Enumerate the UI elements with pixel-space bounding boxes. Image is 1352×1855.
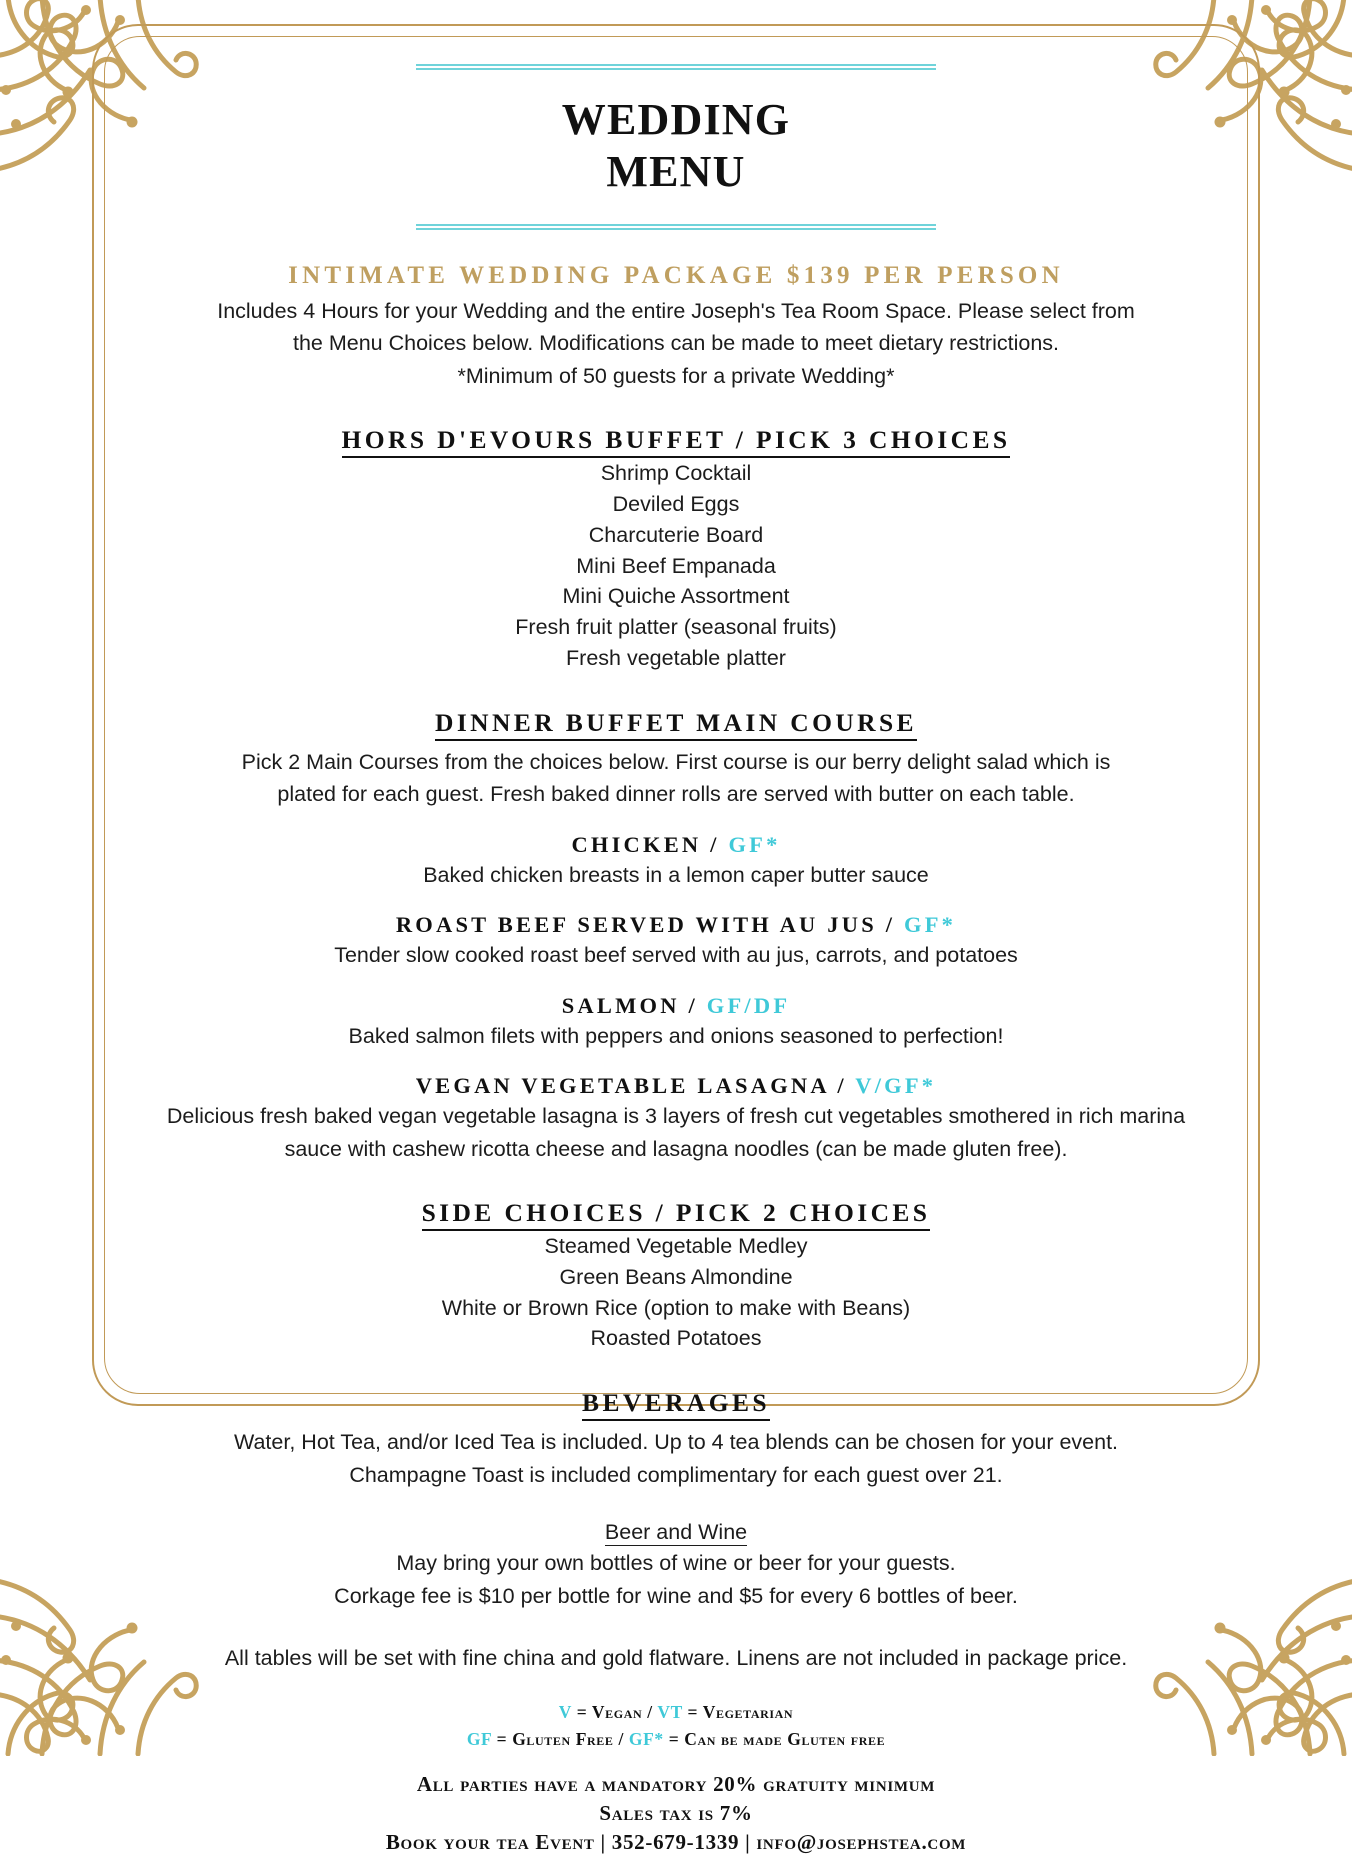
section-heading-beverages: BEVERAGES — [582, 1388, 770, 1421]
dish-heading-roast-beef — [130, 912, 1222, 938]
legend-line-gluten — [130, 1729, 1222, 1750]
package-intro-line1: Includes 4 Hours for your Wedding and the entire Joseph's Tea Room Space. Please select from — [217, 298, 1135, 323]
page-title — [130, 94, 1222, 198]
menu-page — [130, 52, 1222, 1855]
dietary-tag: GF* — [904, 912, 957, 938]
list-item: Steamed Vegetable Medley — [544, 1234, 808, 1259]
dish-description-vegan-lasagna-line1: Delicious fresh baked vegan vegetable lasagna is 3 layers of fresh cut vegetables smothered in rich marina — [166, 1104, 1186, 1129]
beverages-line2: Champagne Toast is included complimentary for each guest over 21. — [349, 1462, 1003, 1487]
legend-tag-gf: GF — [466, 1728, 492, 1749]
legend-tag-gf-star: GF* — [628, 1728, 664, 1749]
dish-name: VEGAN VEGETABLE LASAGNA / — [415, 1073, 856, 1099]
legend-text-vegetarian: = Vegetarian — [682, 1701, 794, 1722]
legend-text-can-be-gf: = Can be made Gluten free — [663, 1728, 886, 1749]
main-course-intro-line2: plated for each guest. Fresh baked dinner rolls are served with butter on each table. — [277, 782, 1075, 807]
hors-doeuvres-list — [130, 458, 1222, 673]
dish-name: CHICKEN / — [571, 831, 729, 857]
main-course-intro-line1: Pick 2 Main Courses from the choices below. First course is our berry delight salad which is — [241, 749, 1111, 774]
beverages-line1: Water, Hot Tea, and/or Iced Tea is included. Up to 4 tea blends can be chosen for your event. — [233, 1430, 1119, 1455]
legend-text-vegan: = Vegan / — [571, 1701, 658, 1722]
dish-description-salmon: Baked salmon filets with peppers and onions seasoned to perfection! — [348, 1023, 1004, 1048]
beer-wine-line2: Corkage fee is $10 per bottle for wine and $5 for every 6 bottles of beer. — [334, 1583, 1018, 1608]
package-intro-line2: the Menu Choices below. Modifications can be made to meet dietary restrictions. — [292, 331, 1060, 356]
section-heading-main-course: DINNER BUFFET MAIN COURSE — [435, 708, 917, 741]
package-heading: INTIMATE WEDDING PACKAGE $139 PER PERSON — [288, 261, 1064, 289]
list-item: Shrimp Cocktail — [600, 461, 752, 486]
tableware-note: All tables will be set with fine china and gold flatware. Linens are not included in package price. — [224, 1646, 1128, 1671]
list-item: Fresh vegetable platter — [566, 645, 786, 670]
divider-rule-bottom — [416, 224, 936, 230]
dish-name: SALMON / — [561, 992, 707, 1018]
dish-description-roast-beef: Tender slow cooked roast beef served with au jus, carrots, and potatoes — [334, 943, 1018, 968]
beer-wine-line1: May bring your own bottles of wine or beer for your guests. — [396, 1551, 956, 1576]
page-title-line1: WEDDING — [561, 95, 791, 144]
divider-rule-top — [416, 64, 936, 70]
package-minimum-note: *Minimum of 50 guests for a private Wedding* — [457, 363, 895, 388]
list-item: Fresh fruit platter (seasonal fruits) — [515, 615, 837, 640]
footer-contact: Book your tea Event | 352-679-1339 | info@josephstea.com — [385, 1829, 967, 1854]
dish-name: ROAST BEEF SERVED WITH AU JUS / — [395, 912, 905, 938]
dish-heading-salmon — [130, 993, 1222, 1019]
dietary-tag: GF* — [728, 831, 781, 857]
legend-tag-vt: VT — [657, 1701, 683, 1722]
dish-description-vegan-lasagna-line2: sauce with cashew ricotta cheese and lasagna noodles (can be made gluten free). — [284, 1136, 1068, 1161]
list-item: Mini Quiche Assortment — [562, 584, 790, 609]
legend-text-gluten-free: = Gluten Free / — [491, 1728, 629, 1749]
legend-tag-v: V — [558, 1701, 572, 1722]
legend-line-vegan — [130, 1702, 1222, 1723]
dish-description-chicken: Baked chicken breasts in a lemon caper butter sauce — [423, 862, 929, 887]
list-item: Charcuterie Board — [588, 522, 764, 547]
list-item: Mini Beef Empanada — [576, 553, 776, 578]
list-item: White or Brown Rice (option to make with Beans) — [441, 1295, 911, 1320]
footer-sales-tax: Sales tax is 7% — [599, 1800, 753, 1825]
dietary-tag: GF/DF — [706, 992, 791, 1018]
list-item: Roasted Potatoes — [590, 1326, 762, 1351]
dietary-tag: V/GF* — [855, 1073, 937, 1099]
page-title-line2: MENU — [606, 146, 746, 196]
list-item: Deviled Eggs — [612, 492, 740, 517]
dish-heading-vegan-lasagna — [130, 1073, 1222, 1099]
list-item: Green Beans Almondine — [559, 1264, 793, 1289]
dish-heading-chicken — [130, 832, 1222, 858]
section-heading-hors-doeuvres: HORS D'EVOURS BUFFET / PICK 3 CHOICES — [342, 425, 1011, 458]
sides-list — [130, 1231, 1222, 1354]
footer-gratuity: All parties have a mandatory 20% gratuity minimum — [416, 1771, 936, 1796]
subsection-heading-beer-and-wine: Beer and Wine — [604, 1520, 748, 1545]
section-heading-sides: SIDE CHOICES / PICK 2 CHOICES — [422, 1198, 931, 1231]
